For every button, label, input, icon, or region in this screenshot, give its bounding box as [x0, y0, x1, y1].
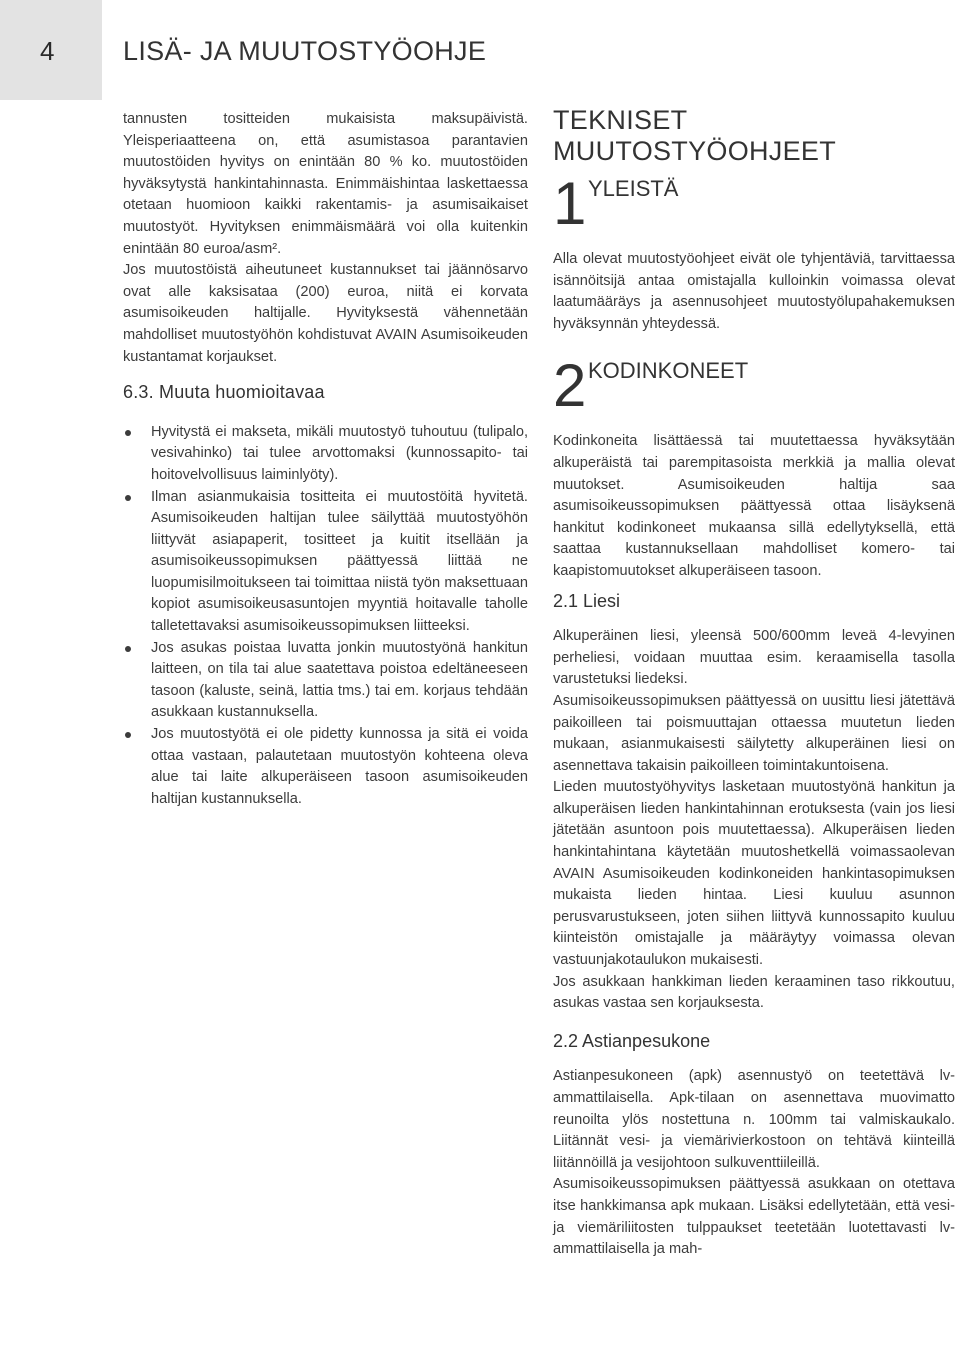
bullet-icon — [125, 646, 131, 652]
page-number: 4 — [40, 36, 55, 66]
section-2-2-paragraph-1: Astianpesukoneen (apk) asennustyö on teetettävä lv-ammattilaisella. Apk-tilaan on asennettava muovimatto reunoilta ylös nostettuna n. 100mm tai valmiskaukalo. Liitännät vesi- ja viemärivierkostoon on tehtävä kiinteillä liitännöillä ja vesijohtoon sulkuventtiileillä. — [553, 1068, 955, 1171]
section-2-1-paragraph-1: Alkuperäinen liesi, yleensä 500/600mm leveä 4-levyinen perheliesi, voidaan muuttaa esim. keraamisella tasolla varustetuksi liedeksi. — [553, 628, 955, 688]
paragraph-refund-limits: tannusten tositteiden mukaisista maksupäivistä. Yleisperiaatteena on, että asumistasoa parantavien muutostöiden hyvitys on enintään 80 % ko. muutostöiden hyväksytystä hankintahinnasta. Enimmäishintaa laskettaessa otetaan huomioon kaikki rakentamis- ja asumisaikaiset muutostyöt. Hyvityksen enimmäismäärä voi olla kuitenkin enintään 80 euroa/asm². — [123, 111, 528, 257]
list-item: Jos asukas poistaa luvatta jonkin muutostyönä hankitun laitteen, on tila tai alue saatettava poistoa edeltäneeseen tasoon (kaluste, seinä, lattia tms.) tai em. korjaus tehdään asukkaan kustannuksella. — [123, 638, 528, 724]
list-item: Jos muutostyötä ei ole pidetty kunnossa ja sitä ei voida ottaa vastaan, palautetaan muutostyön kohteena oleva alue tai laite alkuperäiseen tasoon asumisoikeuden haltijan kustannuksella. — [123, 724, 528, 810]
main-heading-line2: MUUTOSTYÖOHJEET — [553, 136, 837, 166]
left-column — [123, 109, 528, 810]
list-item: Hyvitystä ei makseta, mikäli muutostyö tuhoutuu (tulipalo, vesivahinko) tai tulee arvottomaksi (kunnossapito- tai hoitovelvollisuus laiminlyöty). — [123, 422, 528, 487]
section-2-heading — [553, 352, 955, 427]
section-1-number: 1 — [553, 170, 587, 237]
section-2-2-heading: 2.2 Astianpesukone — [553, 1030, 711, 1051]
bullet-icon — [125, 732, 131, 738]
section-2-2-paragraph-2: Asumisoikeussopimuksen päättyessä asukkaan on otettava itse hankkimansa apk mukaan. Lisäksi edellytetään, että vesi- ja viemäriliitosten tulppaukset teetetään luotettavasti lv-ammattilaisella ja mah- — [553, 1176, 955, 1258]
right-column — [553, 105, 955, 1261]
bullet-icon — [125, 430, 131, 436]
section-1-title: YLEISTÄ — [588, 176, 679, 201]
section-2-1-heading: 2.1 Liesi — [553, 590, 621, 611]
section-2-text: Kodinkoneita lisättäessä tai muutettaessa hyväksytään alkuperäistä tai parempitasoista merkkiä ja mallia olevat muutokset. Asumisoikeuden haltija saa asumisoikeussopimuksen päättyessä ottaa lisäyksenä hankitut kodinkoneet mukaansa sillä edellytyksellä, että saattaa kustannuksellaan mahdolliset komero- tai kaapistomuutokset alkuperäiseen tasoon. — [553, 433, 955, 579]
section-2-number: 2 — [553, 352, 587, 420]
bullet-icon — [125, 495, 131, 501]
section-2-1-paragraph-2: Asumisoikeussopimuksen päättyessä on uusittu liesi jätettävä paikoilleen tai poismuuttajan ottaessa muutetun lieden mukaan, asianmukaisesti säilytetty alkuperäinen liesi on asennettava takaisin paikoilleen toimintakuntoisena. — [553, 692, 955, 774]
section-2-1-paragraph-3: Lieden muutostyöhyvitys lasketaan muutostyönä hankitun ja alkuperäisen lieden hankintahinnan erotuksesta (vain jos liesi jätetään asuntoon pois muutettaessa). Alkuperäisen lieden hankintahintana käytetään muutoshetkellä voimassaolevan AVAIN Asumisoikeuden kodinkoneiden hankintasopimuksen mukaista lieden hintaa. Liesi kuuluu asunnon perusvarustukseen, joten siihen liittyvä kunnossapito kuuluu kiinteistön omistajalle ja määräytyy voimassa olevan vastuunjakotaulukon mukaisesti. — [553, 779, 955, 969]
section-2-title: KODINKONEET — [588, 358, 749, 384]
section-1-heading — [553, 170, 955, 245]
list-item: Ilman asianmukaisia tositteita ei muutostöitä hyvitetä. Asumisoikeuden haltijan tulee säilyttää muutostyöhön liittyvät asiapaperit, tositteet ja kuitit itsellään ja asumisoikeussopimuksen päättyessä liittää ne luopumisilmoitukseen tai toimittaa niistä työn maksettuaan kopiot asumisoikeusasuntojen myyntiä hoitavalle taholle talletettavaksi asumisoikeussopimuksen liitteeksi. — [123, 487, 528, 638]
main-heading-line1: TEKNISET — [553, 105, 688, 135]
section-1-text: Alla olevat muutostyöohjeet eivät ole tyhjentäviä, tarvittaessa isännöitsijä antaa omistajalla kulloinkin voimassa olevat laatumääräys ja asennusohjeet muutostyölupahakemuksen hyväksynnän yhteydessä. — [553, 251, 955, 332]
document-title: LISÄ- JA MUUTOSTYÖOHJE — [123, 36, 487, 66]
section-heading-6-3: 6.3. Muuta huomioitavaa — [123, 382, 325, 403]
section-2-1-paragraph-4: Jos asukkaan hankkiman lieden keraaminen taso rikkoutuu, asukas vastaa sen korjauksesta. — [553, 973, 955, 1012]
page-number-box — [0, 0, 102, 100]
paragraph-minimum-cost: Jos muutostöistä aiheutuneet kustannukset tai jäännösarvo ovat alle kaksisataa (200) euroa, niitä ei korvata asumisoikeuden haltijalle. Hyvityksestä vähennetään mahdolliset muutostyöhön kohdistuvat AVAIN Asumisoikeuden kustantamat korjaukset. — [123, 262, 528, 365]
main-heading — [553, 105, 955, 167]
bullet-list — [123, 422, 528, 811]
